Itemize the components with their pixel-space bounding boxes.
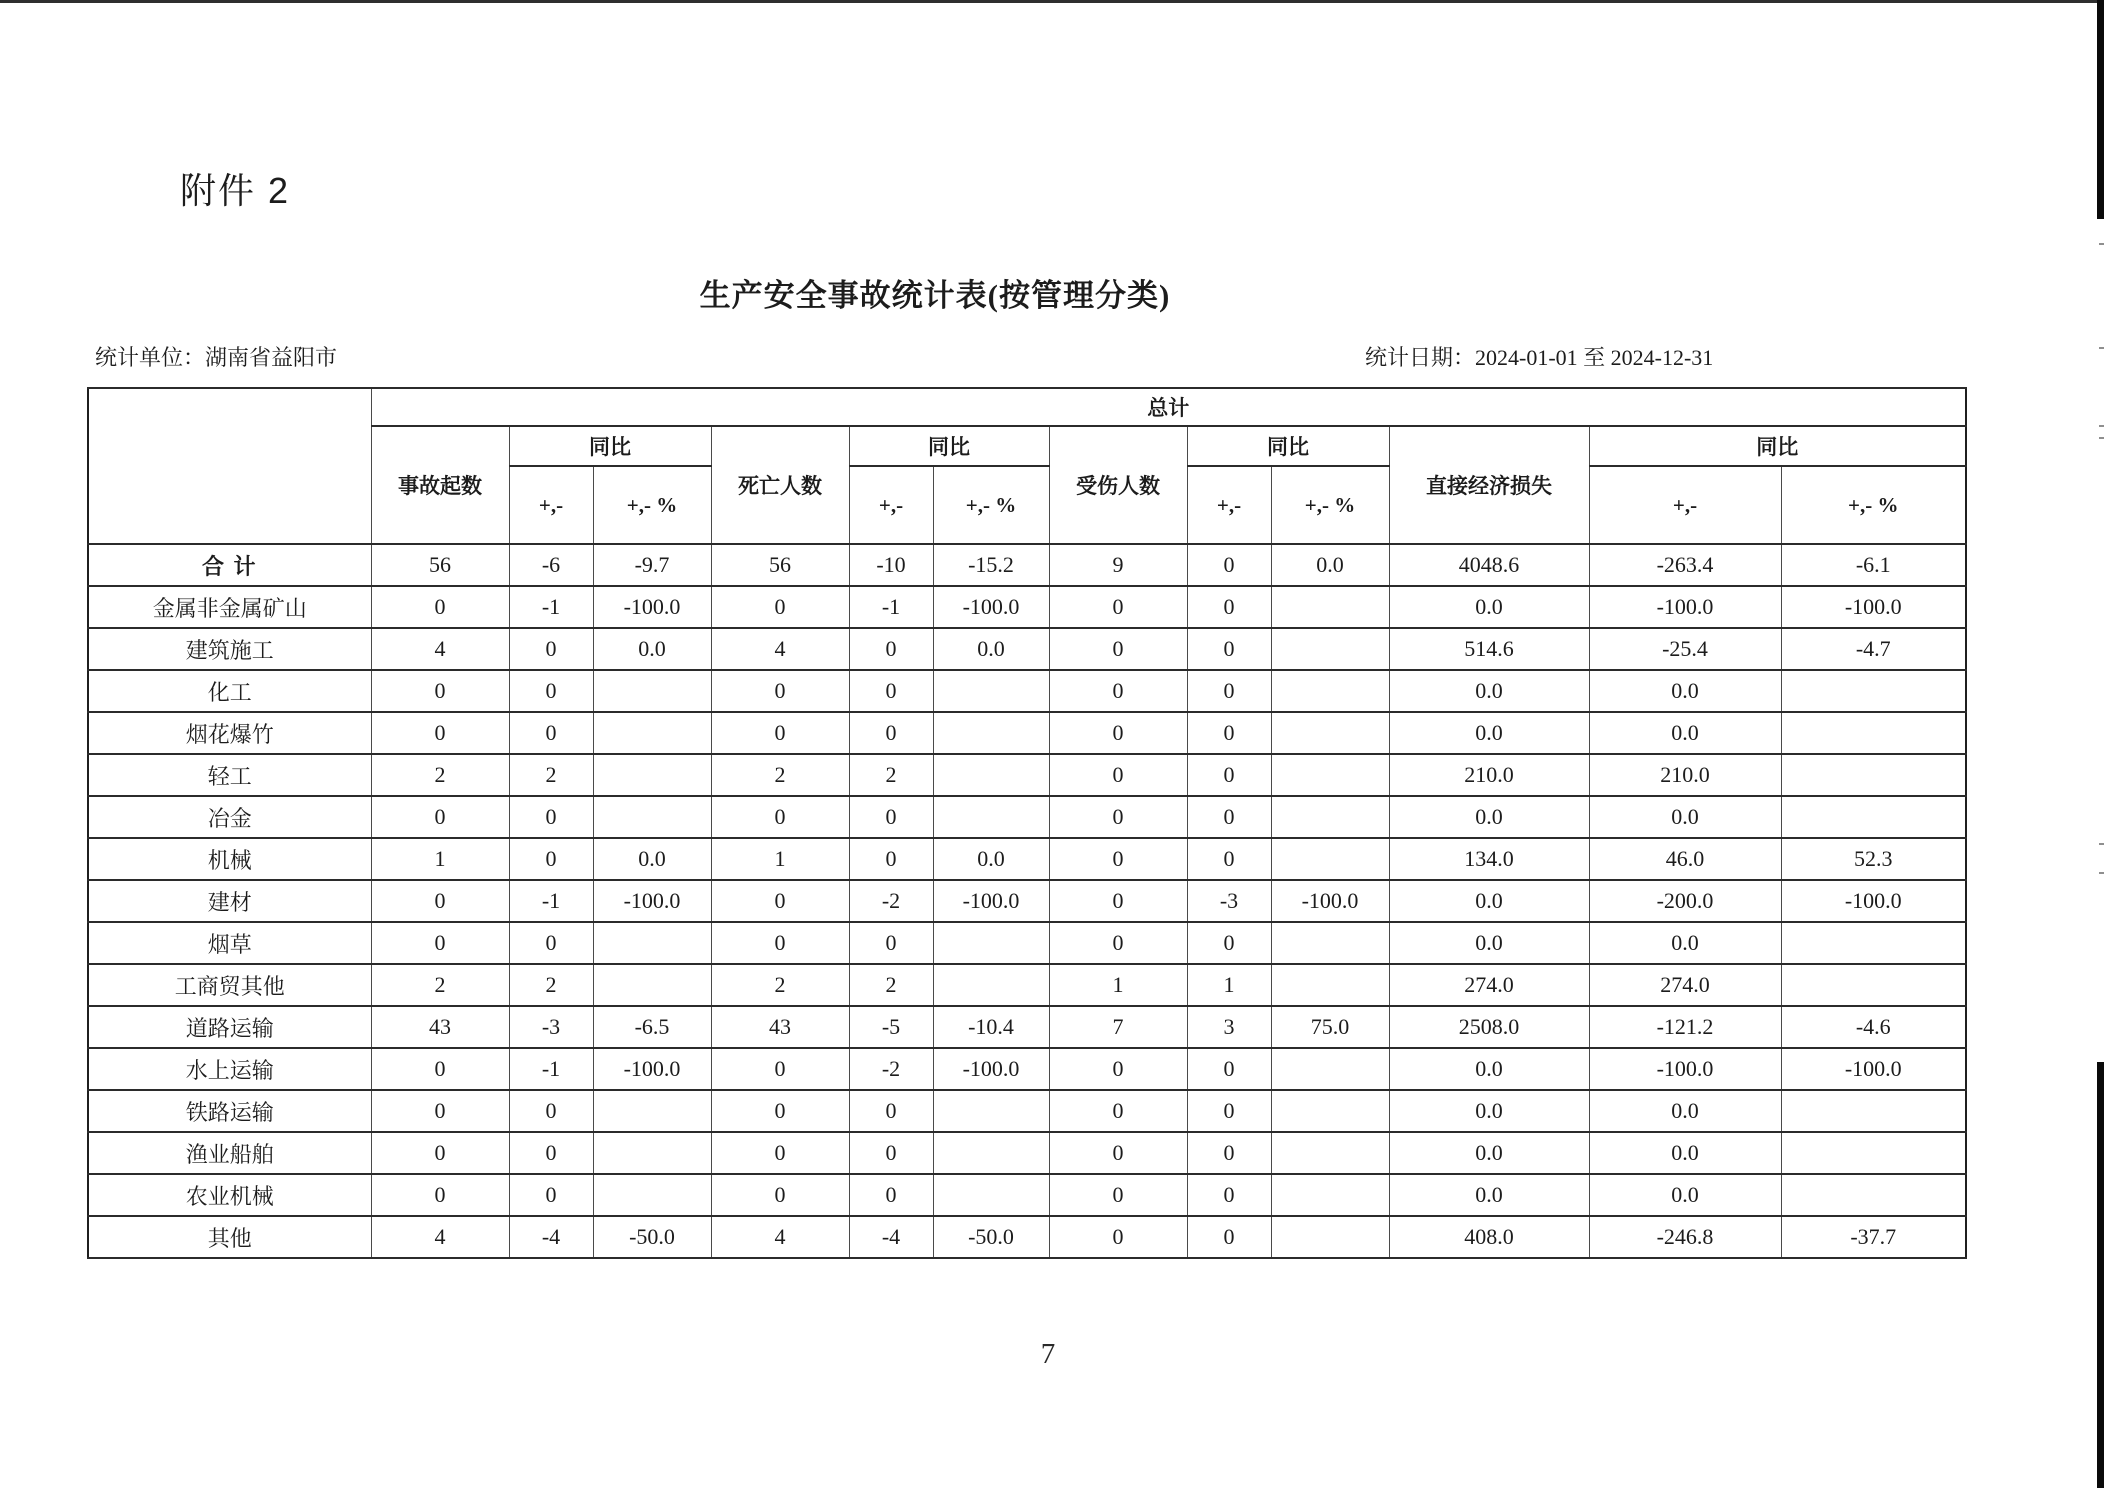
data-cell: 0 xyxy=(509,712,593,754)
data-cell: 0 xyxy=(1187,628,1271,670)
page-title: 生产安全事故统计表(按管理分类) xyxy=(699,278,1171,313)
data-cell xyxy=(1781,670,1966,712)
data-cell xyxy=(933,922,1049,964)
header-row-total xyxy=(88,388,1966,426)
data-cell: 1 xyxy=(1049,964,1187,1006)
scan-artifact xyxy=(2099,425,2104,427)
data-cell: -6.5 xyxy=(593,1006,711,1048)
deaths-header: 死亡人数 xyxy=(711,426,849,544)
data-cell: -4.7 xyxy=(1781,628,1966,670)
data-cell: 0 xyxy=(371,586,509,628)
data-cell: 0 xyxy=(1049,712,1187,754)
data-cell xyxy=(933,1174,1049,1216)
data-cell xyxy=(1271,1216,1389,1258)
row-category-label: 渔业船舶 xyxy=(88,1132,371,1174)
data-cell: -100.0 xyxy=(1589,1048,1781,1090)
data-cell: 0.0 xyxy=(1589,922,1781,964)
table-row xyxy=(88,1006,1966,1048)
data-cell xyxy=(1271,712,1389,754)
data-cell: 0 xyxy=(849,1174,933,1216)
data-cell: 2 xyxy=(371,964,509,1006)
data-cell: -3 xyxy=(509,1006,593,1048)
data-cell xyxy=(593,1132,711,1174)
data-cell xyxy=(1781,964,1966,1006)
data-cell: 0 xyxy=(371,1090,509,1132)
data-cell: 2 xyxy=(711,964,849,1006)
row-category-label: 冶金 xyxy=(88,796,371,838)
page-number: 7 xyxy=(1040,1338,1056,1370)
data-cell: 0.0 xyxy=(1589,1132,1781,1174)
row-category-label: 农业机械 xyxy=(88,1174,371,1216)
data-cell: -2 xyxy=(849,880,933,922)
statistics-table xyxy=(87,387,1967,1259)
category-header-cell xyxy=(88,388,371,544)
data-cell: 0 xyxy=(1187,712,1271,754)
data-cell: 0 xyxy=(509,670,593,712)
data-cell: -37.7 xyxy=(1781,1216,1966,1258)
row-category-label: 水上运输 xyxy=(88,1048,371,1090)
data-cell xyxy=(933,670,1049,712)
data-cell: 0 xyxy=(1187,1216,1271,1258)
data-cell: 0 xyxy=(1187,1048,1271,1090)
data-cell: 2 xyxy=(509,964,593,1006)
data-cell: 274.0 xyxy=(1589,964,1781,1006)
data-cell: -10.4 xyxy=(933,1006,1049,1048)
accidents-header: 事故起数 xyxy=(371,426,509,544)
data-cell: -100.0 xyxy=(1781,880,1966,922)
data-cell: 0 xyxy=(849,712,933,754)
data-cell xyxy=(1781,1090,1966,1132)
data-cell: 0.0 xyxy=(1589,712,1781,754)
data-cell: -4 xyxy=(509,1216,593,1258)
data-cell: 134.0 xyxy=(1389,838,1589,880)
data-cell: 408.0 xyxy=(1389,1216,1589,1258)
data-cell xyxy=(1271,586,1389,628)
row-category-label: 其他 xyxy=(88,1216,371,1258)
data-cell xyxy=(933,1132,1049,1174)
data-cell: 0.0 xyxy=(933,628,1049,670)
table-row xyxy=(88,1090,1966,1132)
data-cell xyxy=(593,922,711,964)
data-cell: 0.0 xyxy=(933,838,1049,880)
data-cell: 514.6 xyxy=(1389,628,1589,670)
data-cell xyxy=(593,1090,711,1132)
data-cell: -25.4 xyxy=(1589,628,1781,670)
data-cell: -100.0 xyxy=(593,1048,711,1090)
data-cell: -100.0 xyxy=(933,586,1049,628)
data-cell: 0 xyxy=(1049,586,1187,628)
injured-header: 受伤人数 xyxy=(1049,426,1187,544)
data-cell: 0.0 xyxy=(1589,796,1781,838)
data-cell: -50.0 xyxy=(593,1216,711,1258)
data-cell: 52.3 xyxy=(1781,838,1966,880)
yoy-header: 同比 xyxy=(1589,426,1966,466)
scan-artifact xyxy=(2099,843,2104,845)
data-cell xyxy=(593,1174,711,1216)
plus-minus-header: +,- xyxy=(509,466,593,544)
row-category-label: 轻工 xyxy=(88,754,371,796)
data-cell xyxy=(593,754,711,796)
data-cell: 0 xyxy=(711,670,849,712)
data-cell: 4 xyxy=(371,628,509,670)
data-cell: -6.1 xyxy=(1781,544,1966,586)
data-cell: 0 xyxy=(711,922,849,964)
data-cell: 0 xyxy=(711,1048,849,1090)
data-cell xyxy=(933,712,1049,754)
data-cell: 0.0 xyxy=(1589,1174,1781,1216)
data-cell: 0 xyxy=(1049,838,1187,880)
data-cell: 0 xyxy=(509,796,593,838)
data-cell: -4 xyxy=(849,1216,933,1258)
row-category-label: 合 计 xyxy=(88,544,371,586)
data-cell: 0 xyxy=(1187,586,1271,628)
data-cell xyxy=(1271,1174,1389,1216)
data-cell: -50.0 xyxy=(933,1216,1049,1258)
data-cell xyxy=(1781,1132,1966,1174)
data-cell: -100.0 xyxy=(933,1048,1049,1090)
data-cell: 0 xyxy=(1049,1174,1187,1216)
data-cell: 4 xyxy=(711,628,849,670)
data-cell: 4 xyxy=(371,1216,509,1258)
data-cell: 0.0 xyxy=(1389,1090,1589,1132)
data-cell xyxy=(1781,712,1966,754)
data-cell: 0 xyxy=(711,1174,849,1216)
plus-minus-pct-header: +,- % xyxy=(1271,466,1389,544)
data-cell: -3 xyxy=(1187,880,1271,922)
data-cell xyxy=(933,964,1049,1006)
data-cell: 0 xyxy=(509,1132,593,1174)
data-cell: 0 xyxy=(1187,544,1271,586)
data-cell: 9 xyxy=(1049,544,1187,586)
data-cell: 0 xyxy=(1187,796,1271,838)
yoy-header: 同比 xyxy=(849,426,1049,466)
stat-unit-label: 统计单位：湖南省益阳市 xyxy=(95,345,338,370)
data-cell: 0 xyxy=(1187,670,1271,712)
data-cell: -100.0 xyxy=(1589,586,1781,628)
plus-minus-header: +,- xyxy=(1187,466,1271,544)
data-cell: 0 xyxy=(1187,1132,1271,1174)
data-cell: 0.0 xyxy=(1389,1174,1589,1216)
data-cell: 56 xyxy=(371,544,509,586)
data-cell: 2 xyxy=(509,754,593,796)
row-category-label: 金属非金属矿山 xyxy=(88,586,371,628)
scan-right-edge-top xyxy=(2097,0,2104,219)
data-cell: 0 xyxy=(509,838,593,880)
data-cell xyxy=(593,712,711,754)
data-cell xyxy=(593,670,711,712)
data-cell: 4 xyxy=(711,1216,849,1258)
data-cell: 0 xyxy=(711,712,849,754)
data-cell: 0 xyxy=(1049,1048,1187,1090)
data-cell: 0 xyxy=(371,796,509,838)
data-cell: 0 xyxy=(371,670,509,712)
stat-date-label: 统计日期：2024-01-01 至 2024-12-31 xyxy=(1365,345,1714,370)
scan-artifact xyxy=(2099,347,2104,349)
row-category-label: 道路运输 xyxy=(88,1006,371,1048)
data-cell: 0 xyxy=(849,1132,933,1174)
row-category-label: 工商贸其他 xyxy=(88,964,371,1006)
data-cell: -9.7 xyxy=(593,544,711,586)
data-cell: 0 xyxy=(849,670,933,712)
table-row xyxy=(88,586,1966,628)
data-cell: -100.0 xyxy=(593,880,711,922)
data-cell: -4.6 xyxy=(1781,1006,1966,1048)
data-cell: 210.0 xyxy=(1589,754,1781,796)
data-cell: 0 xyxy=(1049,628,1187,670)
table-row xyxy=(88,1132,1966,1174)
data-cell: 0.0 xyxy=(593,628,711,670)
data-cell: 0.0 xyxy=(1389,586,1589,628)
scan-artifact xyxy=(2099,872,2104,874)
row-category-label: 烟草 xyxy=(88,922,371,964)
data-cell: -1 xyxy=(509,1048,593,1090)
plus-minus-pct-header: +,- % xyxy=(933,466,1049,544)
data-cell: 0.0 xyxy=(1389,670,1589,712)
row-category-label: 化工 xyxy=(88,670,371,712)
table-row xyxy=(88,628,1966,670)
data-cell: 2 xyxy=(711,754,849,796)
data-cell xyxy=(1781,922,1966,964)
data-cell: 3 xyxy=(1187,1006,1271,1048)
data-cell: 0 xyxy=(509,628,593,670)
data-cell: 1 xyxy=(1187,964,1271,1006)
row-category-label: 烟花爆竹 xyxy=(88,712,371,754)
data-cell: 1 xyxy=(711,838,849,880)
data-cell: 46.0 xyxy=(1589,838,1781,880)
data-cell: 0 xyxy=(1049,1216,1187,1258)
data-cell xyxy=(1781,754,1966,796)
data-cell: -2 xyxy=(849,1048,933,1090)
data-cell: 0.0 xyxy=(1589,670,1781,712)
table-row xyxy=(88,1216,1966,1258)
data-cell xyxy=(933,1090,1049,1132)
data-cell: 2508.0 xyxy=(1389,1006,1589,1048)
data-cell: -100.0 xyxy=(1781,1048,1966,1090)
row-category-label: 机械 xyxy=(88,838,371,880)
table-row xyxy=(88,670,1966,712)
data-cell xyxy=(1271,1090,1389,1132)
data-cell: 0 xyxy=(509,1090,593,1132)
scan-top-edge xyxy=(0,0,2104,3)
data-cell: 0 xyxy=(1049,922,1187,964)
scan-artifact xyxy=(2099,243,2104,245)
table-row xyxy=(88,880,1966,922)
plus-minus-pct-header: +,- % xyxy=(1781,466,1966,544)
plus-minus-pct-header: +,- % xyxy=(593,466,711,544)
data-cell: 2 xyxy=(849,964,933,1006)
data-cell: 2 xyxy=(371,754,509,796)
table-row xyxy=(88,1174,1966,1216)
data-cell: 0 xyxy=(1049,670,1187,712)
data-cell: 210.0 xyxy=(1389,754,1589,796)
data-cell: 0 xyxy=(849,838,933,880)
yoy-header: 同比 xyxy=(509,426,711,466)
table-row xyxy=(88,1048,1966,1090)
data-cell xyxy=(1271,922,1389,964)
data-cell: 0 xyxy=(1049,796,1187,838)
data-cell: -5 xyxy=(849,1006,933,1048)
data-cell: 0.0 xyxy=(1389,796,1589,838)
data-cell: -6 xyxy=(509,544,593,586)
data-cell: 4048.6 xyxy=(1389,544,1589,586)
data-cell xyxy=(933,796,1049,838)
data-cell: -121.2 xyxy=(1589,1006,1781,1048)
data-cell: 0 xyxy=(371,922,509,964)
data-cell xyxy=(1271,628,1389,670)
table-row xyxy=(88,796,1966,838)
data-cell: 0 xyxy=(1187,922,1271,964)
data-cell: 0 xyxy=(1187,1174,1271,1216)
data-cell: 0 xyxy=(509,1174,593,1216)
data-cell: 0 xyxy=(1187,754,1271,796)
data-cell xyxy=(1271,796,1389,838)
plus-minus-header: +,- xyxy=(849,466,933,544)
data-cell: 0.0 xyxy=(1389,922,1589,964)
total-header-cell: 总计 xyxy=(371,388,1966,426)
data-cell: 0 xyxy=(371,880,509,922)
data-cell: 7 xyxy=(1049,1006,1187,1048)
data-cell: 56 xyxy=(711,544,849,586)
data-cell: 0 xyxy=(509,922,593,964)
row-category-label: 建材 xyxy=(88,880,371,922)
data-cell: 0 xyxy=(1187,838,1271,880)
data-cell: 43 xyxy=(711,1006,849,1048)
data-cell: 0 xyxy=(711,1090,849,1132)
data-cell: 0 xyxy=(371,1048,509,1090)
data-cell: 2 xyxy=(849,754,933,796)
table-row xyxy=(88,838,1966,880)
row-category-label: 铁路运输 xyxy=(88,1090,371,1132)
attachment-label: 附件 2 xyxy=(180,170,291,211)
data-cell xyxy=(1781,796,1966,838)
data-cell xyxy=(1271,1132,1389,1174)
table-row xyxy=(88,964,1966,1006)
data-cell: 0 xyxy=(1049,1090,1187,1132)
row-category-label: 建筑施工 xyxy=(88,628,371,670)
data-cell: 0 xyxy=(849,628,933,670)
table-row xyxy=(88,544,1966,586)
data-cell: 0.0 xyxy=(1271,544,1389,586)
data-cell: 0 xyxy=(849,922,933,964)
data-cell: 0 xyxy=(1049,880,1187,922)
data-cell: 0 xyxy=(711,880,849,922)
data-cell: 0 xyxy=(371,712,509,754)
data-cell: -100.0 xyxy=(1781,586,1966,628)
data-cell: 0 xyxy=(849,1090,933,1132)
data-cell: 0 xyxy=(711,796,849,838)
data-cell: 274.0 xyxy=(1389,964,1589,1006)
data-cell: -100.0 xyxy=(1271,880,1389,922)
data-cell: 0.0 xyxy=(593,838,711,880)
data-cell: -1 xyxy=(509,880,593,922)
data-cell: -15.2 xyxy=(933,544,1049,586)
data-cell: 0 xyxy=(371,1174,509,1216)
data-cell: -1 xyxy=(509,586,593,628)
economic-loss-header: 直接经济损失 xyxy=(1389,426,1589,544)
data-cell: 0.0 xyxy=(1389,1132,1589,1174)
table-row xyxy=(88,754,1966,796)
data-cell: 0 xyxy=(1049,1132,1187,1174)
data-cell xyxy=(1781,1174,1966,1216)
data-cell: 43 xyxy=(371,1006,509,1048)
data-cell: 0 xyxy=(849,796,933,838)
data-cell xyxy=(593,964,711,1006)
data-cell: 0.0 xyxy=(1389,1048,1589,1090)
data-cell: 0.0 xyxy=(1389,880,1589,922)
data-cell: 0 xyxy=(711,586,849,628)
scan-artifact xyxy=(2099,437,2104,439)
data-cell: -100.0 xyxy=(933,880,1049,922)
data-cell: -1 xyxy=(849,586,933,628)
data-cell: 0 xyxy=(1187,1090,1271,1132)
scan-right-edge-bottom xyxy=(2097,1062,2104,1488)
data-cell: -263.4 xyxy=(1589,544,1781,586)
data-cell xyxy=(1271,964,1389,1006)
data-cell: -200.0 xyxy=(1589,880,1781,922)
data-cell xyxy=(933,754,1049,796)
data-cell: -100.0 xyxy=(593,586,711,628)
data-cell xyxy=(1271,838,1389,880)
table-row xyxy=(88,712,1966,754)
data-cell: 0.0 xyxy=(1589,1090,1781,1132)
data-cell xyxy=(1271,1048,1389,1090)
data-cell: 0 xyxy=(1049,754,1187,796)
table-row xyxy=(88,922,1966,964)
data-cell: 1 xyxy=(371,838,509,880)
data-cell xyxy=(593,796,711,838)
plus-minus-header: +,- xyxy=(1589,466,1781,544)
data-cell: 0 xyxy=(371,1132,509,1174)
data-cell: 0.0 xyxy=(1389,712,1589,754)
data-cell: -10 xyxy=(849,544,933,586)
yoy-header: 同比 xyxy=(1187,426,1389,466)
data-cell xyxy=(1271,754,1389,796)
data-cell: 75.0 xyxy=(1271,1006,1389,1048)
data-cell xyxy=(1271,670,1389,712)
data-cell: 0 xyxy=(711,1132,849,1174)
data-cell: -246.8 xyxy=(1589,1216,1781,1258)
